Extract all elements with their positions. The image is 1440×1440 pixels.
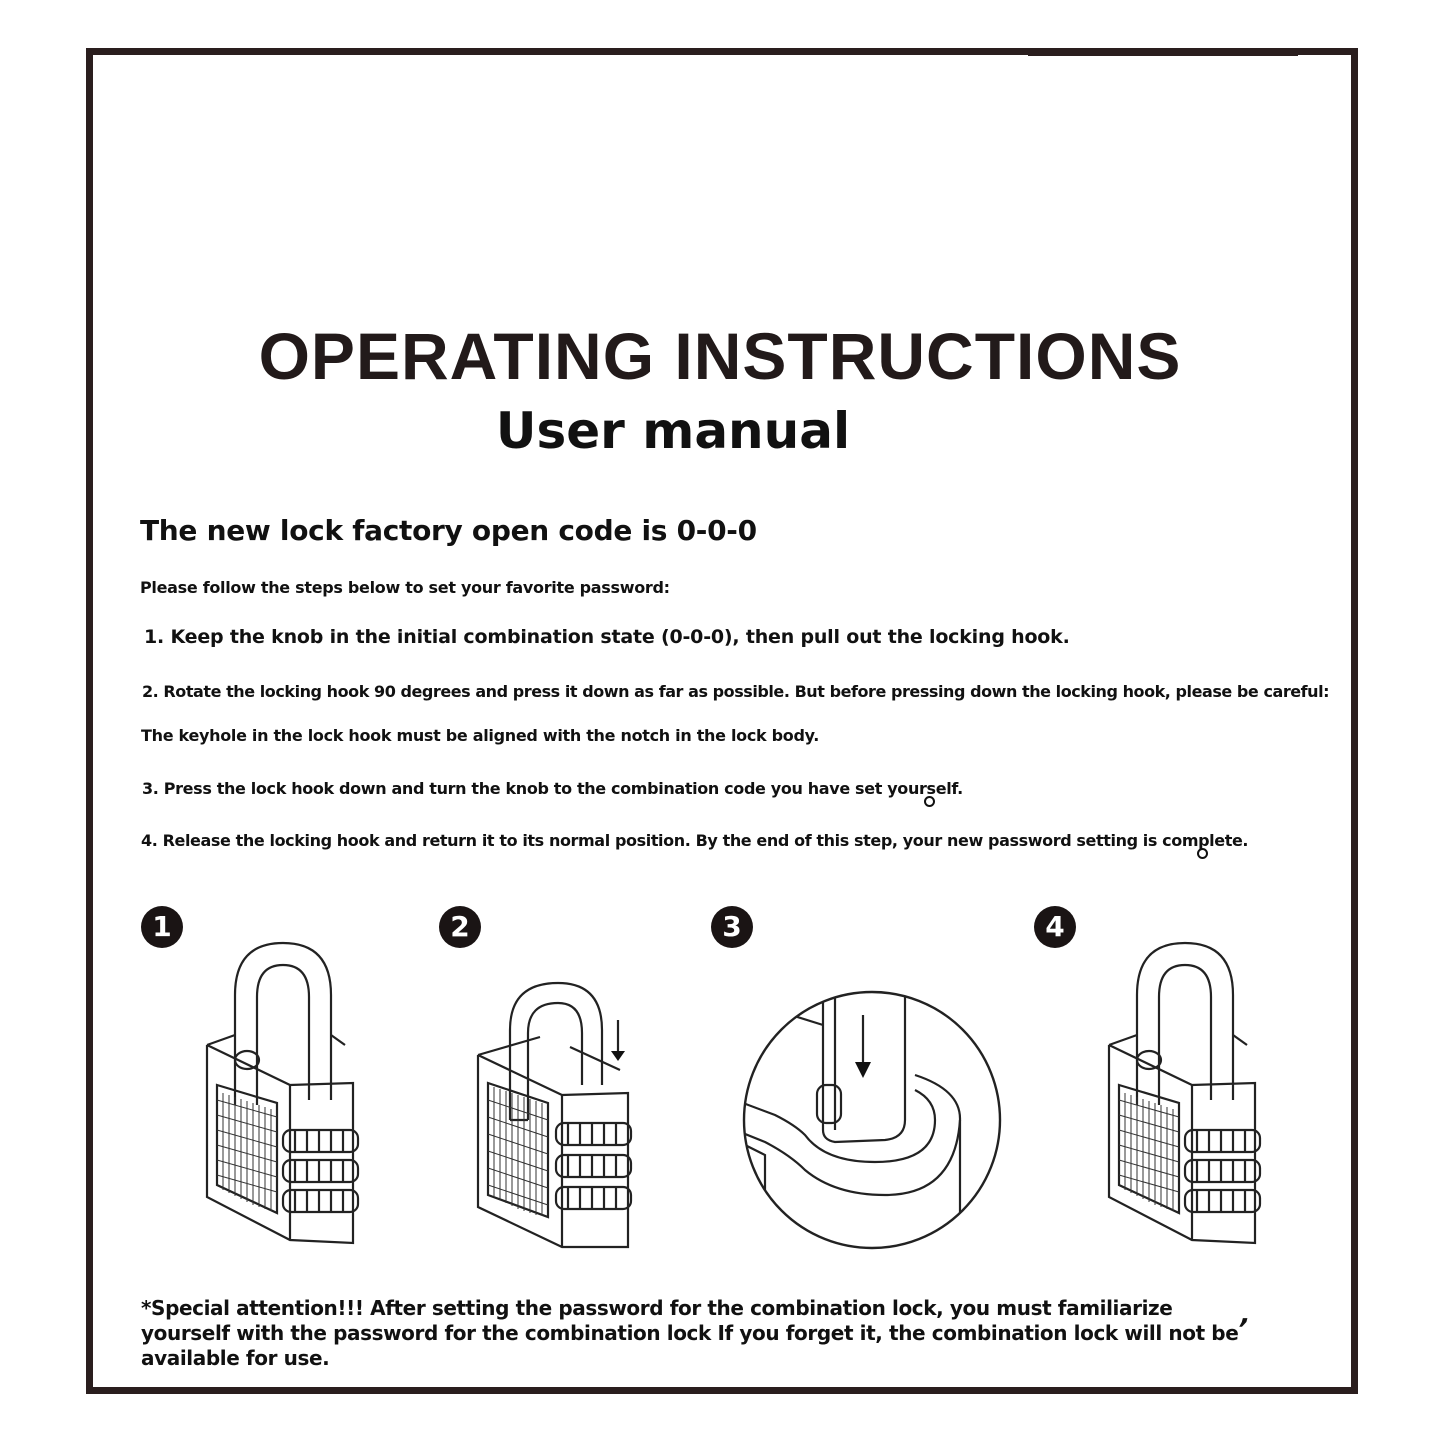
step-number-badge: 3 bbox=[711, 906, 753, 948]
step-number-badge: 4 bbox=[1034, 906, 1076, 948]
stray-dot-mark bbox=[924, 796, 935, 807]
intro-text: Please follow the steps below to set your favorite password: bbox=[140, 578, 670, 597]
step-4-text: 4. Release the locking hook and return it to its normal position. By the end of this step, your new password setting is complete. bbox=[141, 831, 1249, 850]
factory-code-heading: The new lock factory open code is 0-0-0 bbox=[140, 514, 757, 547]
stray-tick-mark: , bbox=[1236, 1300, 1255, 1330]
padlock-closed-icon bbox=[1097, 935, 1272, 1255]
padlock-closed-icon bbox=[195, 935, 370, 1255]
step-3-text: 3. Press the lock hook down and turn the knob to the combination code you have set yourself. bbox=[142, 779, 963, 798]
shackle-notch-closeup-icon bbox=[735, 990, 1010, 1255]
page-title: OPERATING INSTRUCTIONS bbox=[258, 319, 1182, 393]
special-attention-note: *Special attention!!! After setting the password for the combination lock, you must familiarize yourself with the password for the combination lock If you forget it, the combination lock will not be available for use. bbox=[141, 1296, 1239, 1370]
page-subtitle: User manual bbox=[495, 402, 851, 460]
step-2-note-text: The keyhole in the lock hook must be aligned with the notch in the lock body. bbox=[141, 726, 820, 745]
step-number-badge: 1 bbox=[141, 906, 183, 948]
step-number-badge: 2 bbox=[439, 906, 481, 948]
padlock-rotated-shackle-icon bbox=[470, 975, 645, 1255]
top-rule bbox=[1028, 53, 1298, 56]
step-2-text: 2. Rotate the locking hook 90 degrees and press it down as far as possible. But before pressing down the locking hook, please be careful: bbox=[142, 682, 1330, 701]
step-1-text: 1. Keep the knob in the initial combination state (0-0-0), then pull out the locking hook. bbox=[144, 626, 1070, 648]
stray-dot-mark bbox=[1197, 848, 1208, 859]
